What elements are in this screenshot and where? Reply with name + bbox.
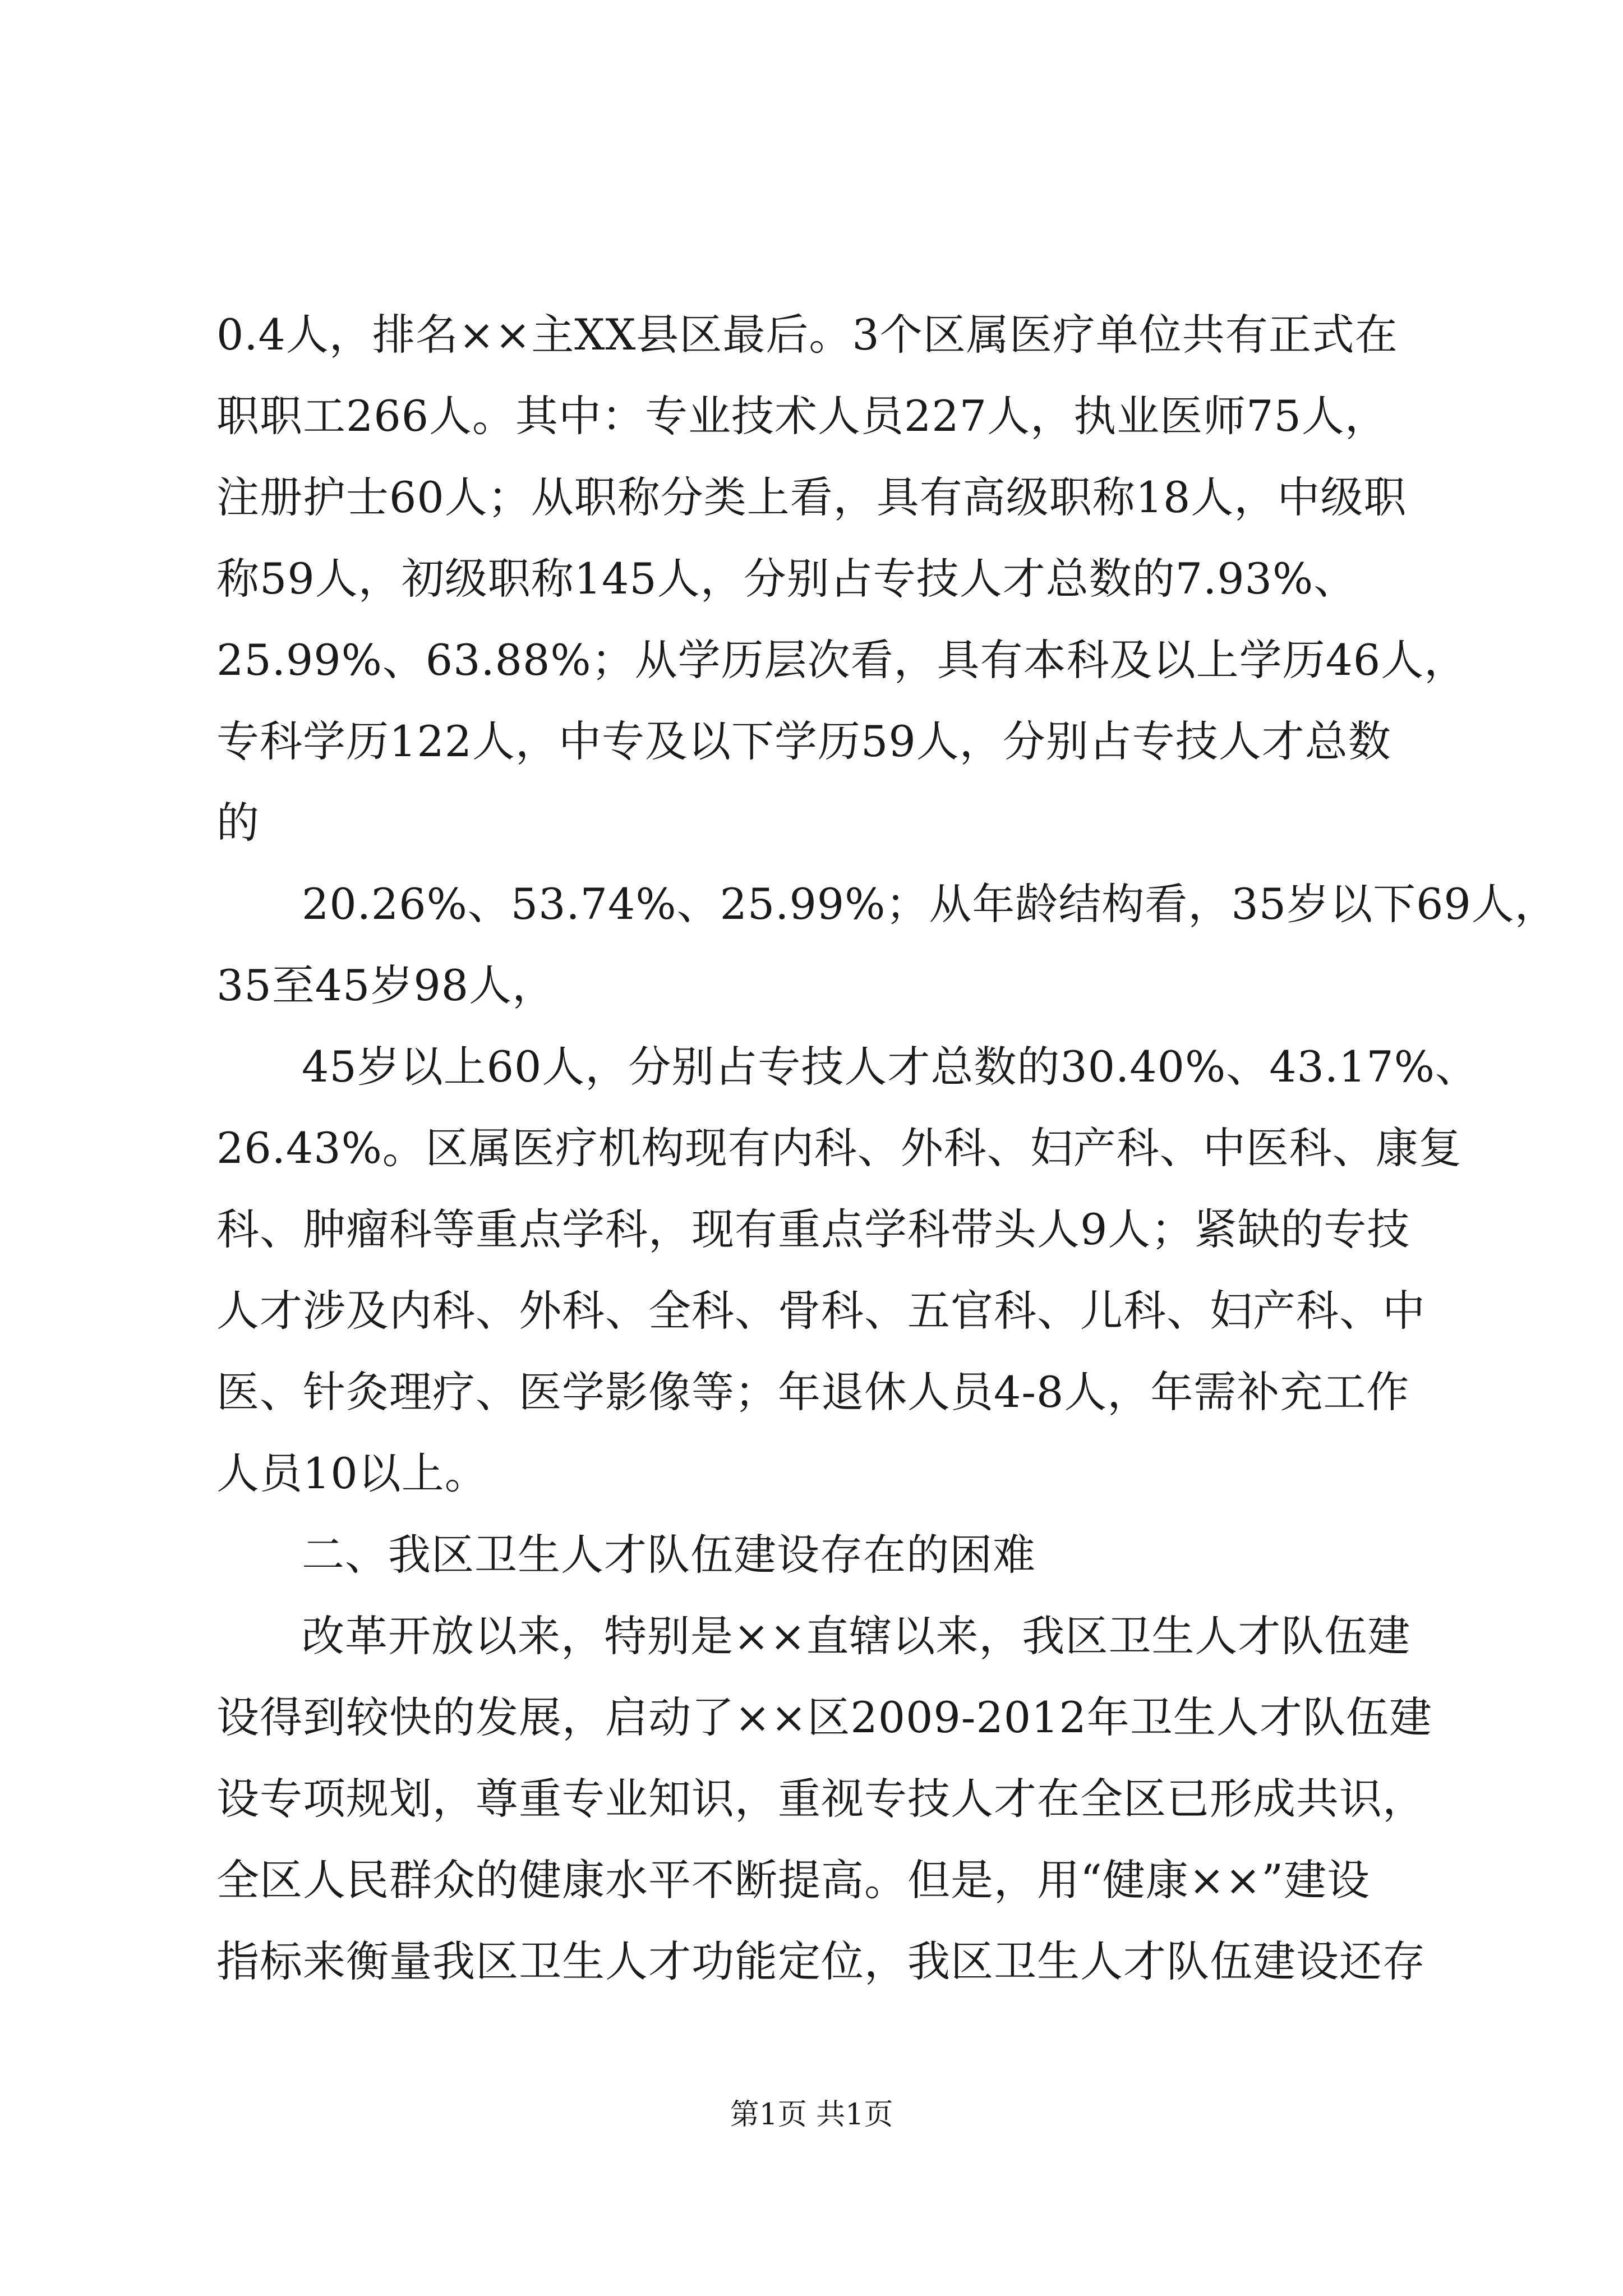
text-line: 医、针灸理疗、医学影像等；年退休人员4-8人，年需补充工作: [216, 1367, 1410, 1417]
text-line: 20.26%、53.74%、25.99%；从年龄结构看，35岁以下69人，: [302, 879, 1558, 929]
text-line: 称59人，初级职称145人，分别占专技人才总数的7.93%、: [216, 554, 1357, 604]
text-line: 职职工266人。其中：专业技术人员227人，执业医师75人，: [216, 391, 1388, 441]
text-line: 的: [216, 798, 260, 848]
text-line: 指标来衡量我区卫生人才功能定位，我区卫生人才队伍建设还存: [216, 1936, 1426, 1986]
text-line: 设专项规划，尊重专业知识，重视专技人才在全区已形成共识，: [216, 1774, 1426, 1824]
text-line: 设得到较快的发展，启动了××区2009-2012年卫生人才队伍建: [216, 1692, 1432, 1742]
text-line: 人才涉及内科、外科、全科、骨科、五官科、儿科、妇产科、中: [216, 1286, 1426, 1336]
text-line: 科、肿瘤科等重点学科，现有重点学科带头人9人；紧缺的专技: [216, 1204, 1410, 1254]
section-heading: 二、我区卫生人才队伍建设存在的困难: [302, 1530, 1036, 1580]
text-line: 35至45岁98人，: [216, 960, 556, 1010]
page-footer: 第1页 共1页: [730, 2098, 893, 2132]
text-line: 45岁以上60人，分别占专技人才总数的30.40%、43.17%、: [302, 1042, 1478, 1092]
text-line: 全区人民群众的健康水平不断提高。但是，用“健康××”建设: [216, 1855, 1371, 1905]
text-line: 26.43%。区属医疗机构现有内科、外科、妇产科、中医科、康复: [216, 1123, 1462, 1173]
text-line: 注册护士60人；从职称分类上看，具有高级职称18人，中级职: [216, 472, 1407, 522]
text-line: 0.4人，排名××主XX县区最后。3个区属医疗单位共有正式在: [216, 310, 1398, 360]
text-line: 专科学历122人，中专及以下学历59人，分别占专技人才总数: [216, 716, 1391, 766]
text-line: 改革开放以来，特别是××直辖以来，我区卫生人才队伍建: [302, 1611, 1411, 1661]
text-line: 25.99%、63.88%；从学历层次看，具有本科及以上学历46人，: [216, 635, 1468, 685]
text-line: 人员10以上。: [216, 1448, 488, 1498]
